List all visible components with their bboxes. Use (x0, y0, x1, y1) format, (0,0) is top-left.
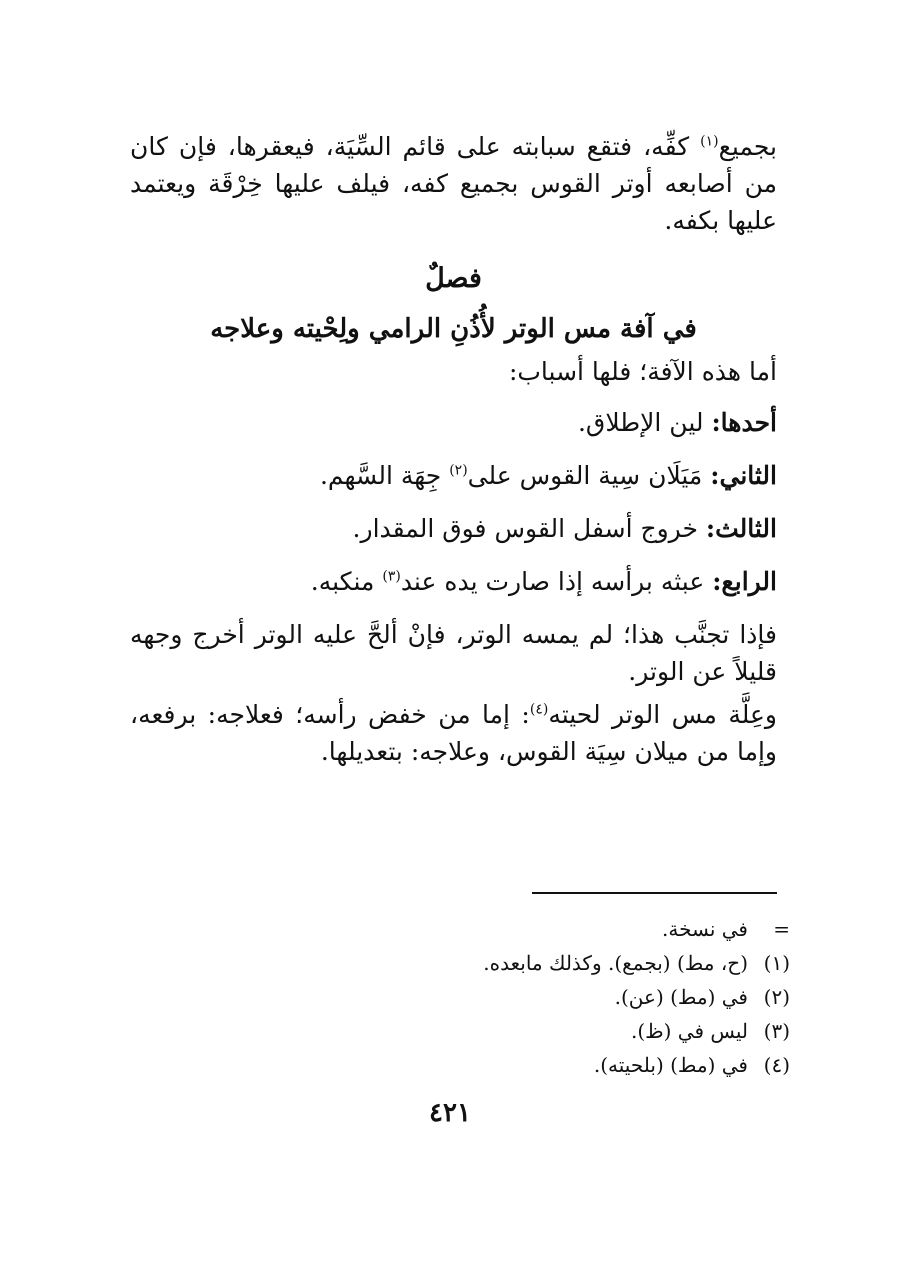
cause-text: مَيَلَان سِية القوس على (467, 461, 711, 490)
avoid-paragraph: فإذا تجنَّب هذا؛ لم يمسه الوتر، فإنْ ألحَّ عليه الوتر أخرج وجهه قليلاً عن الوتر. (130, 620, 777, 686)
footnote-continuation (300, 912, 790, 946)
intro-paragraph-part1: بجميع (718, 132, 777, 161)
footnote-ref-1: (١) (700, 133, 719, 150)
cause-label: الرابع: (712, 567, 777, 596)
footnote-text: في نسخة. (662, 917, 748, 941)
footnote-2 (300, 980, 790, 1014)
page-number: ٤٢١ (429, 1098, 471, 1128)
main-text (130, 128, 777, 776)
cause-item-1 (130, 404, 777, 441)
footnote-mark: (١) (763, 951, 790, 975)
intro-paragraph (130, 128, 777, 239)
footnote-ref-4: (٤) (529, 701, 549, 718)
footnote-mark: (٣) (763, 1019, 790, 1043)
footnote-mark: (٤) (763, 1053, 790, 1077)
cause-text-after: منكبه. (310, 567, 383, 596)
cause-text-after: جِهَة السَّهم. (319, 461, 450, 490)
cause-label: الثالث: (705, 514, 777, 543)
footnote-3 (300, 1014, 790, 1048)
causes-intro: أما هذه الآفة؛ فلها أسباب: (508, 357, 777, 386)
cause-text: خروج أسفل القوس فوق المقدار. (352, 514, 706, 543)
intro-paragraph-part2: كفِّه، فتقع سبابته على قائم السِّيَة، فيعقرها، فإن كان من أصابعه أوتر القوس بجميع كفه، فيلف عليها خِرْقَة ويعتمد عليها بكفه. (130, 132, 777, 235)
footnote-ref-3: (٣) (382, 568, 401, 585)
footnote-mark: (٢) (763, 985, 790, 1009)
footnote-mark: = (773, 917, 790, 941)
footnote-text: ليس في (ظ). (630, 1019, 748, 1043)
footnotes (300, 912, 790, 1082)
cause-text: عبثه برأسه إذا صارت يده عند (400, 567, 713, 596)
cause-item-3 (130, 510, 777, 547)
footnote-text: في (مط) (بلحيته). (593, 1053, 748, 1077)
cause-item-2 (130, 457, 777, 494)
beard-paragraph-part2: : إما من خفض رأسه؛ فعلاجه: برفعه، وإما من ميلان سِيَة القوس، وعلاجه: بتعديلها. (130, 700, 777, 766)
cause-text: لين الإطلاق. (577, 408, 712, 437)
footnote-text: (ح، مط) (بجمع). وكذلك مابعده. (483, 951, 748, 975)
cause-label: أحدها: (711, 408, 777, 437)
footnote-1 (300, 946, 790, 980)
section-title: في آفة مس الوتر لأُذُنِ الرامي ولِحْيته وعلاجه (210, 314, 697, 344)
footnote-4 (300, 1048, 790, 1082)
beard-paragraph-part1: وعِلَّة مس الوتر لحيته (548, 700, 777, 729)
cause-label: الثاني: (710, 461, 777, 490)
beard-paragraph (130, 696, 777, 770)
footnote-divider (532, 892, 777, 894)
cause-item-4 (130, 563, 777, 600)
footnote-text: في (مط) (عن). (614, 985, 748, 1009)
footnote-ref-2: (٢) (449, 462, 468, 479)
fasl-heading: فصلٌ (425, 263, 482, 294)
